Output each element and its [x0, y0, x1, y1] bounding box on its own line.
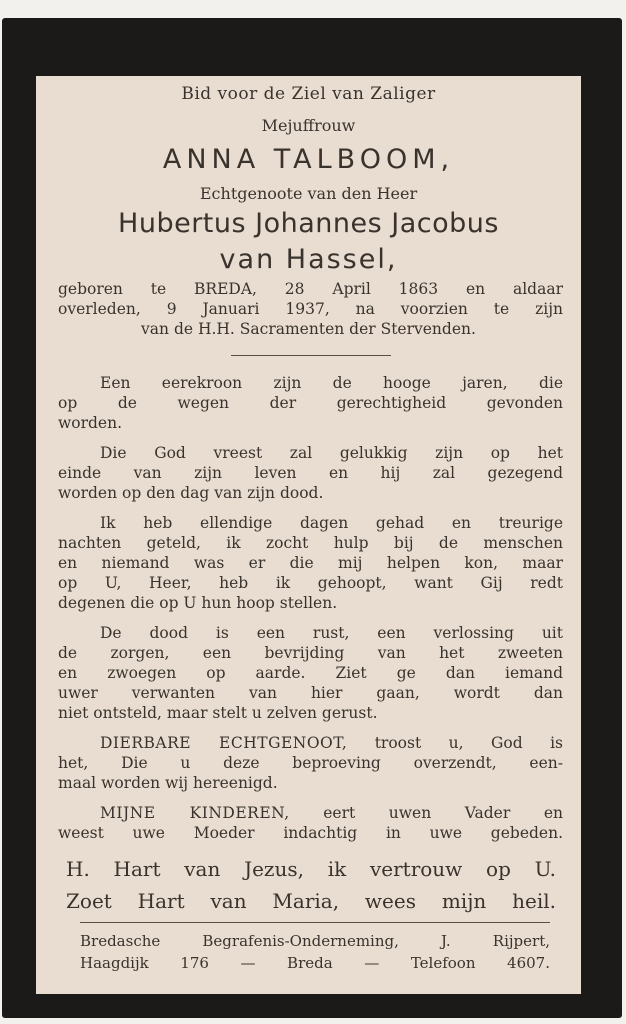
address-lead: DIERBARE ECHTGENOOT, — [100, 734, 348, 752]
printer-line: Haagdijk 176 — Breda — Telefoon 4607. — [80, 954, 550, 972]
memorial-card — [2, 18, 622, 1018]
verse-line: weest uwe Moeder indachtig in uwe gebeden. — [58, 824, 563, 842]
address-lead: MIJNE KINDEREN, — [100, 804, 290, 822]
verse-text: eert uwen Vader en — [289, 804, 563, 822]
verse-line: nachten geteld, ik zocht hulp bij de menschen — [58, 534, 563, 552]
verse-line: niet ontsteld, maar stelt u zelven gerust. — [58, 704, 378, 722]
husband-name-line1: Hubertus Johannes Jacobus — [118, 208, 499, 239]
verse-line: de zorgen, een bevrijding van het zweeten — [58, 644, 563, 662]
honorific: Mejuffrouw — [261, 116, 356, 135]
verse-line: worden. — [58, 414, 123, 432]
verse-line — [100, 804, 563, 822]
verse-line: Een eerekroon zijn de hooge jaren, die — [100, 374, 563, 392]
relation-line: Echtgenoote van den Heer — [199, 184, 418, 203]
divider-rule — [231, 355, 391, 356]
deceased-name: ANNA TALBOOM, — [162, 144, 455, 175]
footer-rule — [80, 922, 550, 923]
verse-line — [100, 734, 563, 752]
verse-line: en zwoegen op aarde. Ziet ge dan iemand — [58, 664, 563, 682]
verse-text: troost u, God is — [347, 734, 563, 752]
biography-line: overleden, 9 Januari 1937, na voorzien te zijn — [58, 300, 563, 318]
verse-line: Ik heb ellendige dagen gehad en treurige — [100, 514, 563, 532]
verse-line: De dood is een rust, een verlossing uit — [100, 624, 563, 642]
verse-line: Die God vreest zal gelukkig zijn op het — [100, 444, 563, 462]
verse-line: einde van zijn leven en hij zal gezegend — [58, 464, 563, 482]
biography-line: geboren te BREDA, 28 April 1863 en aldaar — [58, 280, 563, 298]
verse-line: maal worden wij hereenigd. — [58, 774, 278, 792]
prayer-line: Zoet Hart van Maria, wees mijn heil. — [66, 889, 556, 913]
header-line: Bid voor de Ziel van Zaliger — [181, 84, 436, 104]
verse-line: uwer verwanten van hier gaan, wordt dan — [58, 684, 563, 702]
verse-line: en niemand was er die mij helpen kon, maar — [58, 554, 563, 572]
prayer-line: H. Hart van Jezus, ik vertrouw op U. — [66, 857, 556, 881]
verse-line: het, Die u deze beproeving overzendt, een- — [58, 754, 563, 772]
biography-line: van de H.H. Sacramenten der Stervenden. — [141, 320, 476, 338]
husband-name-line2: van Hassel, — [219, 244, 398, 275]
verse-line: op U, Heer, heb ik gehoopt, want Gij redt — [58, 574, 563, 592]
printer-line: Bredasche Begrafenis-Onderneming, J. Rijpert, — [80, 932, 550, 950]
card-paper — [36, 76, 581, 994]
verse-line: worden op den dag van zijn dood. — [58, 484, 324, 502]
verse-line: op de wegen der gerechtigheid gevonden — [58, 394, 563, 412]
verse-line: degenen die op U hun hoop stellen. — [58, 594, 338, 612]
